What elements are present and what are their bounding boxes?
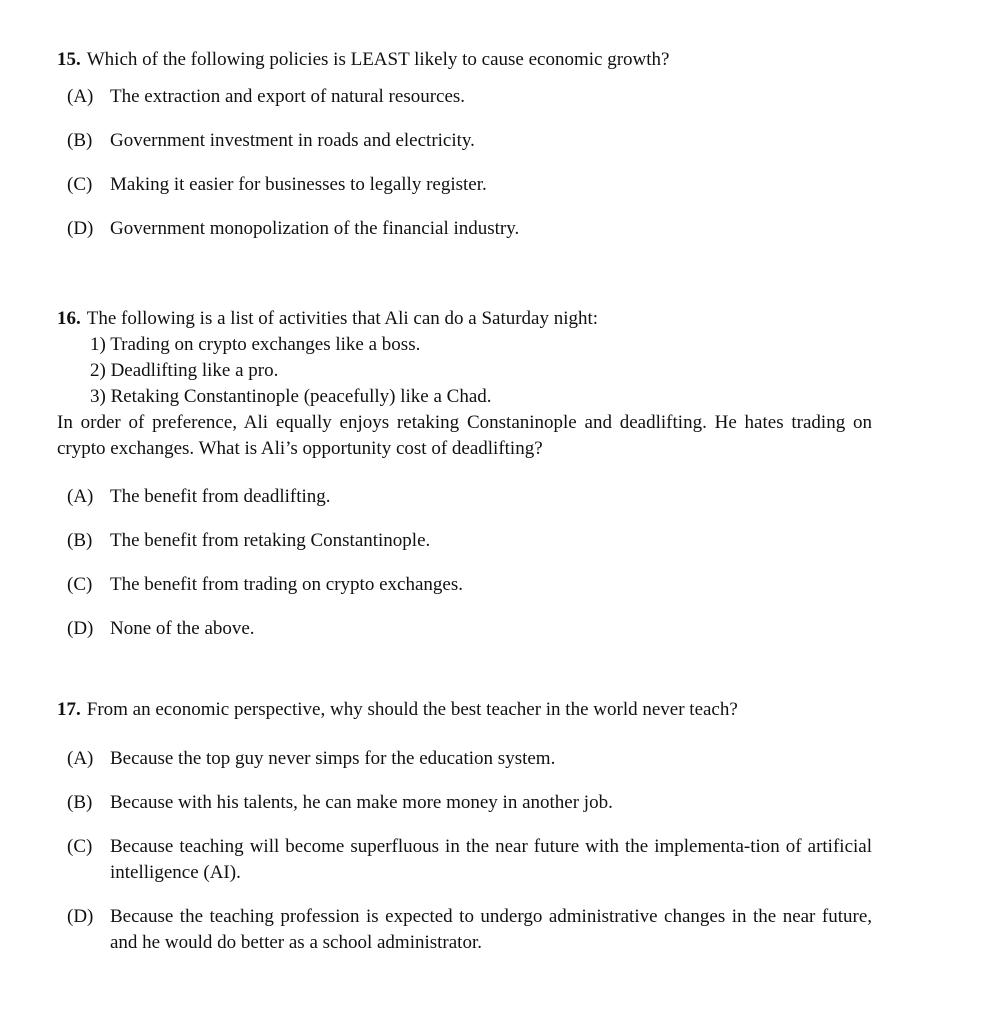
option-b: [67, 528, 872, 554]
option-text: The extraction and export of natural resources.: [110, 86, 466, 107]
option-letter: (C): [67, 174, 93, 195]
option-letter: (D): [67, 618, 94, 639]
option-b: [67, 128, 872, 154]
option-a: [67, 84, 872, 110]
answer-options: [67, 84, 872, 242]
option-text: Government investment in roads and electricity.: [110, 130, 475, 151]
option-text: None of the above.: [110, 618, 255, 639]
question-paragraph: In order of preference, Ali equally enjoys retaking Constaninople and deadlifting. He hates trading on crypto exchanges. What is Ali’s opportunity cost of deadlifting?: [57, 412, 872, 459]
question-text: Which of the following policies is LEAST likely to cause economic growth?: [86, 49, 670, 70]
question-15: [57, 47, 872, 260]
option-text: Because the teaching profession is expected to undergo administrative changes in the near future, and he would do better as a school administrator.: [110, 906, 872, 953]
question-number: 15.: [57, 49, 81, 70]
question-16: [57, 306, 872, 660]
question-stem: [57, 47, 872, 73]
option-a: [67, 484, 872, 510]
question-text: From an economic perspective, why should the best teacher in the world never teach?: [86, 699, 738, 720]
option-text: The benefit from retaking Constantinople.: [110, 530, 431, 551]
option-letter: (D): [67, 218, 94, 239]
option-letter: (D): [67, 906, 94, 927]
question-text: The following is a list of activities that Ali can do a Saturday night:: [86, 308, 599, 329]
option-c: [67, 572, 872, 598]
option-letter: (B): [67, 130, 93, 151]
option-text: Because with his talents, he can make more money in another job.: [110, 792, 613, 813]
question-number: 16.: [57, 308, 81, 329]
option-text: Because teaching will become superfluous in the near future with the implementa-tion of artificial intelligence (AI).: [110, 836, 872, 883]
option-text: Making it easier for businesses to legally register.: [110, 174, 487, 195]
option-letter: (C): [67, 836, 93, 857]
option-letter: (A): [67, 748, 94, 769]
list-item: 2) Deadlifting like a pro.: [90, 360, 279, 381]
option-text: Government monopolization of the financial industry.: [110, 218, 520, 239]
question-stem: [57, 697, 872, 723]
answer-options: [67, 484, 872, 642]
question-number: 17.: [57, 699, 81, 720]
question-stem: [57, 306, 872, 332]
option-letter: (A): [67, 486, 94, 507]
option-c: [67, 172, 872, 198]
option-b: [67, 790, 872, 816]
option-letter: (B): [67, 792, 93, 813]
option-text: The benefit from deadlifting.: [110, 486, 331, 507]
option-letter: (A): [67, 86, 94, 107]
list-item: 3) Retaking Constantinople (peacefully) like a Chad.: [90, 386, 492, 407]
option-d: [67, 216, 872, 242]
option-letter: (C): [67, 574, 93, 595]
question-17: [57, 697, 872, 974]
option-d: [67, 904, 872, 956]
option-c: [67, 834, 872, 886]
option-a: [67, 746, 872, 772]
activity-list: [90, 332, 872, 410]
list-item: 1) Trading on crypto exchanges like a boss.: [90, 334, 421, 355]
option-text: The benefit from trading on crypto exchanges.: [110, 574, 463, 595]
option-letter: (B): [67, 530, 93, 551]
option-d: [67, 616, 872, 642]
option-text: Because the top guy never simps for the education system.: [110, 748, 556, 769]
answer-options: [67, 746, 872, 956]
